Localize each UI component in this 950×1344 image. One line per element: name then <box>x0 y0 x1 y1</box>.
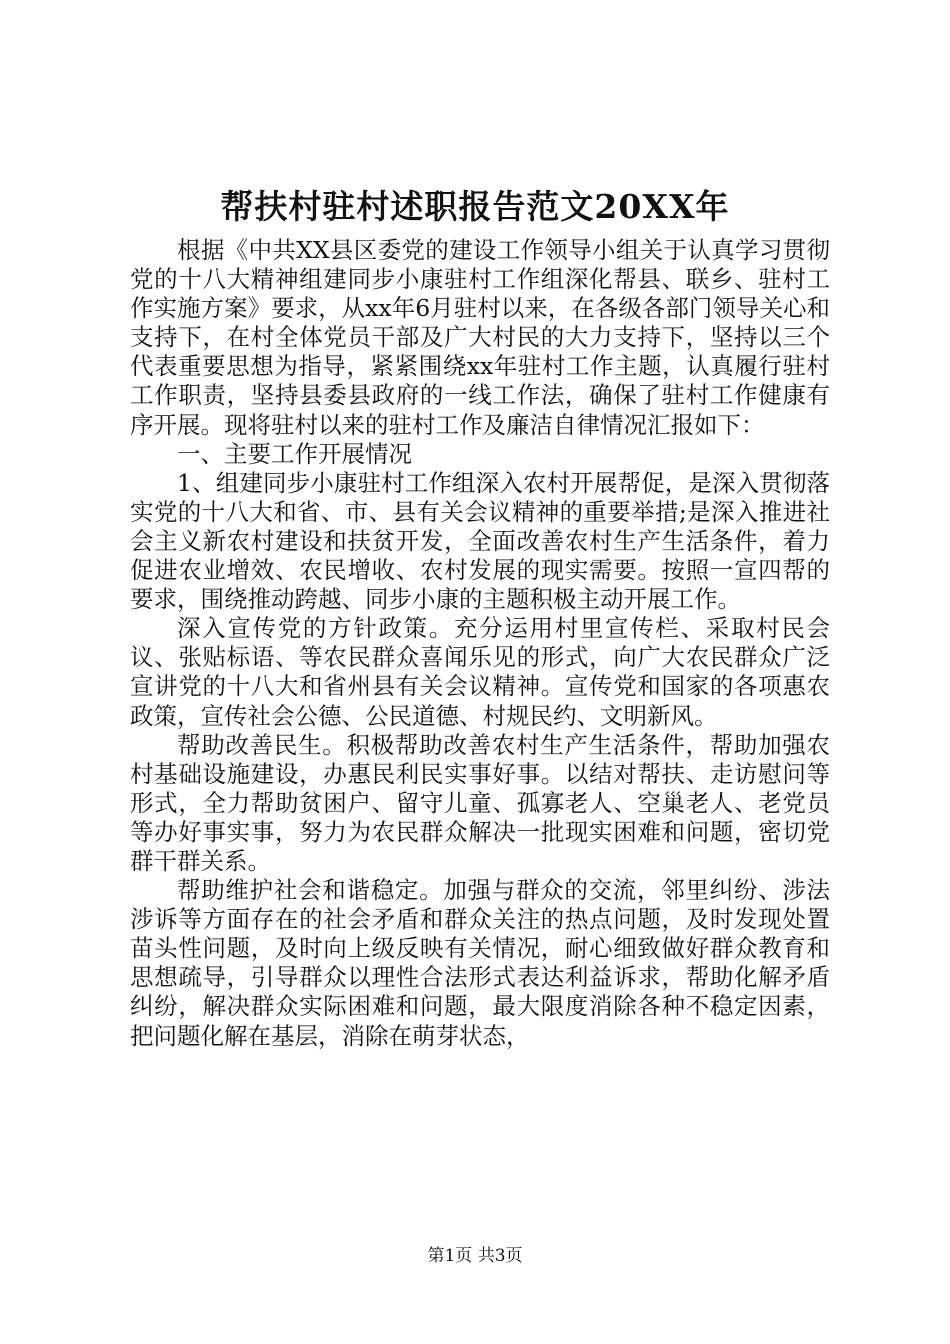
paragraph-livelihood: 帮助改善民生。积极帮助改善农村生产生活条件，帮助加强农村基础设施建设，办惠民利民实事好事。以结对帮扶、走访慰问等形式，全力帮助贫困户、留守儿童、孤寡老人、空巢老人、老党员等办好事实事，努力为农民群众解决一批现实困难和问题，密切党群干群关系。 <box>130 730 830 875</box>
paragraph-stability: 帮助维护社会和谐稳定。加强与群众的交流，邻里纠纷、涉法涉诉等方面存在的社会矛盾和群众关注的热点问题，及时发现处置苗头性问题，及时向上级反映有关情况，耐心细致做好群众教育和思想疏导，引导群众以理性合法形式表达利益诉求，帮助化解矛盾纠纷，解决群众实际困难和问题，最大限度消除各种不稳定因素，把问题化解在基层，消除在萌芽状态， <box>130 876 830 1050</box>
section-heading: 一、主要工作开展情况 <box>177 439 412 468</box>
page-footer: 第1页 共3页 <box>427 1246 523 1266</box>
paragraph-intro: 根据《中共XX县区委党的建设工作领导小组关于认真学习贯彻党的十八大精神组建同步小康驻村工作组深化帮县、联乡、驻村工作实施方案》要求，从xx年6月驻村以来，在各级各部门领导关心和支持下，在村全体党员干部及广大村民的大力支持下，坚持以三个代表重要思想为指导，紧紧围绕xx年驻村工作主题，认真履行驻村工作职责，坚持县委县政府的一线工作法，确保了驻村工作健康有序开展。现将驻村以来的驻村工作及廉洁自律情况汇报如下： <box>130 236 830 439</box>
document-title: 帮扶村驻村述职报告范文20XX年 <box>220 187 730 226</box>
paragraph-item-1: 1、组建同步小康驻村工作组深入农村开展帮促，是深入贯彻落实党的十八大和省、市、县有关会议精神的重要举措;是深入推进社会主义新农村建设和扶贫开发，全面改善农村生产生活条件，着力促进农业增效、农民增收、农村发展的现实需要。按照一宣四帮的要求，围绕推动跨越、同步小康的主题积极主动开展工作。 <box>130 468 830 614</box>
paragraph-propaganda: 深入宣传党的方针政策。充分运用村里宣传栏、采取村民会议、张贴标语、等农民群众喜闻乐见的形式，向广大农民群众广泛宣讲党的十八大和省州县有关会议精神。宣传党和国家的各项惠农政策，宣传社会公德、公民道德、村规民约、文明新风。 <box>130 614 830 730</box>
document-body <box>130 236 830 1051</box>
